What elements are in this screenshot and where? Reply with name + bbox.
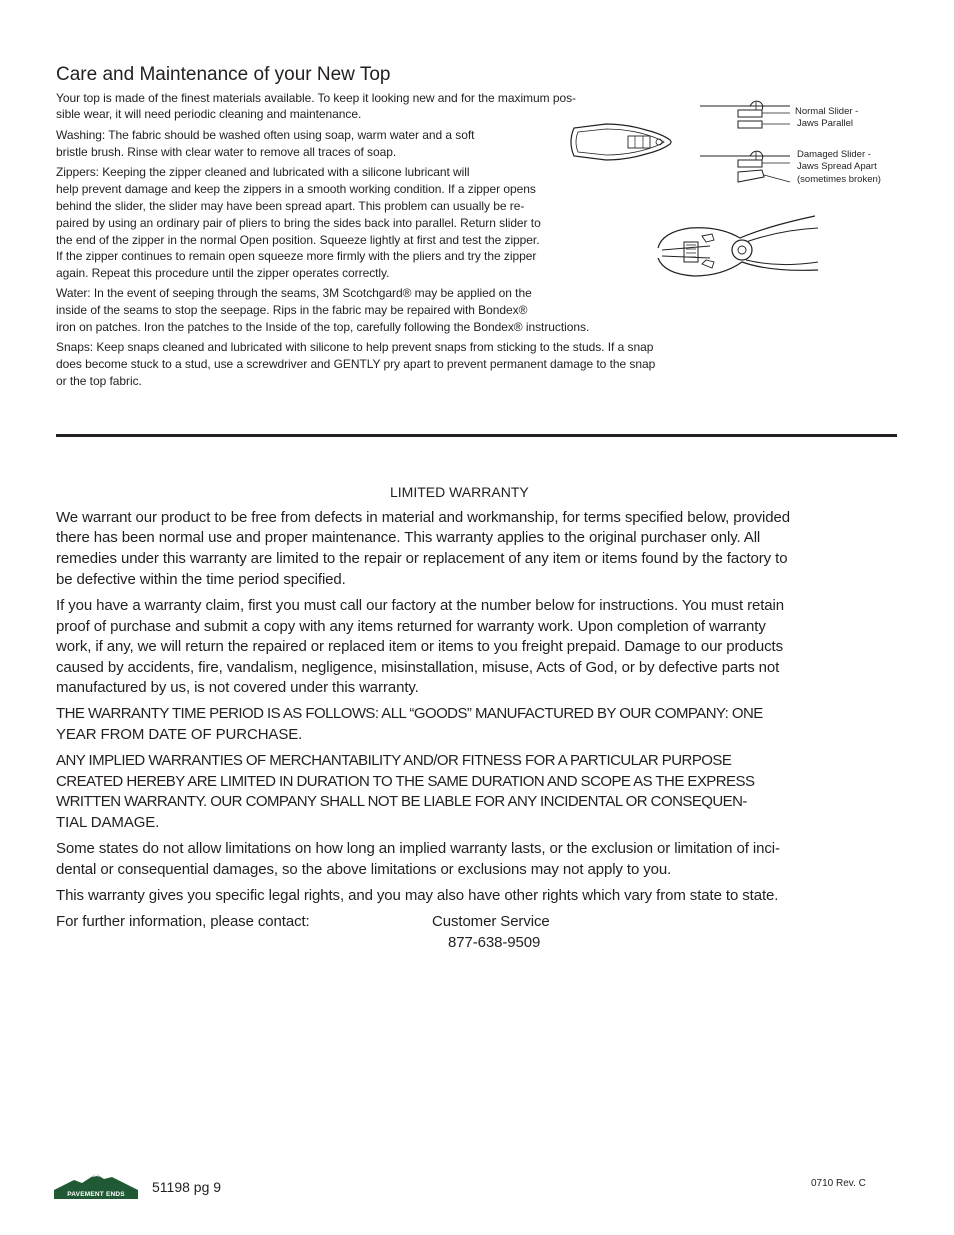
revision-code: 0710 Rev. C <box>811 1178 866 1189</box>
warranty-line: proof of purchase and submit a copy with any items returned for warranty work. Upon completion of warranty <box>56 618 766 635</box>
care-line: Water: In the event of seeping through the seams, 3M Scotchgard® may be applied on the <box>56 286 532 300</box>
warranty-line: CREATED HEREBY ARE LIMITED IN DURATION TO THE SAME DURATION AND SCOPE AS THE EXPRESS <box>56 773 755 790</box>
care-line: paired by using an ordinary pair of pliers to bring the sides back into parallel. Return slider to <box>56 216 541 230</box>
warranty-line: WRITTEN WARRANTY. OUR COMPANY SHALL NOT BE LIABLE FOR ANY INCIDENTAL OR CONSEQUEN- <box>56 793 747 810</box>
warranty-heading: LIMITED WARRANTY <box>390 484 529 500</box>
warranty-line: TIAL DAMAGE. <box>56 814 160 831</box>
care-line: inside of the seams to stop the seepage. Rips in the fabric may be repaired with Bondex® <box>56 303 528 317</box>
care-line: Washing: The fabric should be washed often using soap, warm water and a soft <box>56 128 475 142</box>
warranty-line: manufactured by us, is not covered under this warranty. <box>56 679 419 696</box>
normal-slider-label: Jaws Parallel <box>797 118 853 129</box>
warranty-line: YEAR FROM DATE OF PURCHASE. <box>56 726 303 743</box>
warranty-line: be defective within the time period specified. <box>56 571 346 588</box>
warranty-line: THE WARRANTY TIME PERIOD IS AS FOLLOWS: ALL “GOODS” MANUFACTURED BY OUR COMPANY: ONE <box>56 705 763 722</box>
warranty-line: remedies under this warranty are limited to the repair or replacement of any item or items found by the factory to <box>56 550 788 567</box>
contact-name: Customer Service <box>432 913 550 930</box>
damaged-slider-label: Damaged Slider - <box>797 149 871 160</box>
care-title: Care and Maintenance of your New Top <box>56 64 391 85</box>
warranty-line: there has been normal use and proper maintenance. This warranty applies to the original purchaser only. All <box>56 529 761 546</box>
warranty-line: ANY IMPLIED WARRANTIES OF MERCHANTABILITY AND/OR FITNESS FOR A PARTICULAR PURPOSE <box>56 752 732 769</box>
care-line: behind the slider, the slider may have been spread apart. This problem can usually be re- <box>56 199 525 213</box>
page-reference: 51198 pg 9 <box>152 1179 222 1195</box>
section-divider <box>56 434 897 437</box>
warranty-line: dental or consequential damages, so the above limitations or exclusions may not apply to you. <box>56 861 672 878</box>
care-line: Snaps: Keep snaps cleaned and lubricated with silicone to help prevent snaps from sticking to the studs. If a snap <box>56 340 654 354</box>
zipper-slider-illustration <box>566 116 678 168</box>
care-line: or the top fabric. <box>56 374 142 388</box>
damaged-slider-label: (sometimes broken) <box>797 174 881 185</box>
damaged-slider-illustration <box>698 146 793 188</box>
warranty-line: This warranty gives you specific legal rights, and you may also have other rights which vary from state to state. <box>56 887 779 904</box>
normal-slider-label: Normal Slider - <box>795 106 859 117</box>
warranty-line: work, if any, we will return the repaired or replaced item or items to you freight prepaid. Damage to our products <box>56 638 783 655</box>
care-line: help prevent damage and keep the zippers in a smooth working condition. If a zipper opens <box>56 182 536 196</box>
care-line: bristle brush. Rinse with clear water to remove all traces of soap. <box>56 145 397 159</box>
care-line: Zippers: Keeping the zipper cleaned and lubricated with a silicone lubricant will <box>56 165 470 179</box>
care-line: does become stuck to a stud, use a screwdriver and GENTLY pry apart to prevent permanent damage to the snap <box>56 357 656 371</box>
warranty-line: caused by accidents, fire, vandalism, negligence, misinstallation, misuse, Acts of God, or by defective parts not <box>56 659 780 676</box>
contact-prompt: For further information, please contact: <box>56 913 310 930</box>
warranty-line: We warrant our product to be free from defects in material and workmanship, for terms specified below, provided <box>56 509 790 526</box>
care-line: If the zipper continues to remain open squeeze more firmly with the pliers and try the zipper <box>56 249 537 263</box>
care-line: again. Repeat this procedure until the zipper operates correctly. <box>56 266 390 280</box>
warranty-line: If you have a warranty claim, first you must call our factory at the number below for instructions. You must retain <box>56 597 784 614</box>
pliers-illustration <box>650 212 822 292</box>
warranty-line: Some states do not allow limitations on how long an implied warranty lasts, or the exclusion or limitation of inci- <box>56 840 780 857</box>
care-line: sible wear, it will need periodic cleaning and maintenance. <box>56 107 362 121</box>
care-line: the end of the zipper in the normal Open position. Squeeze lightly at first and test the zipper. <box>56 233 540 247</box>
damaged-slider-label: Jaws Spread Apart <box>797 161 877 172</box>
care-line: Your top is made of the finest materials available. To keep it looking new and for the maximum pos- <box>56 91 576 105</box>
contact-phone: 877-638-9509 <box>448 934 541 951</box>
care-line: iron on patches. Iron the patches to the Inside of the top, carefully following the Bondex® instructions. <box>56 320 590 334</box>
logo-text: PAVEMENT ENDS <box>67 1191 125 1198</box>
normal-slider-illustration <box>698 98 793 134</box>
